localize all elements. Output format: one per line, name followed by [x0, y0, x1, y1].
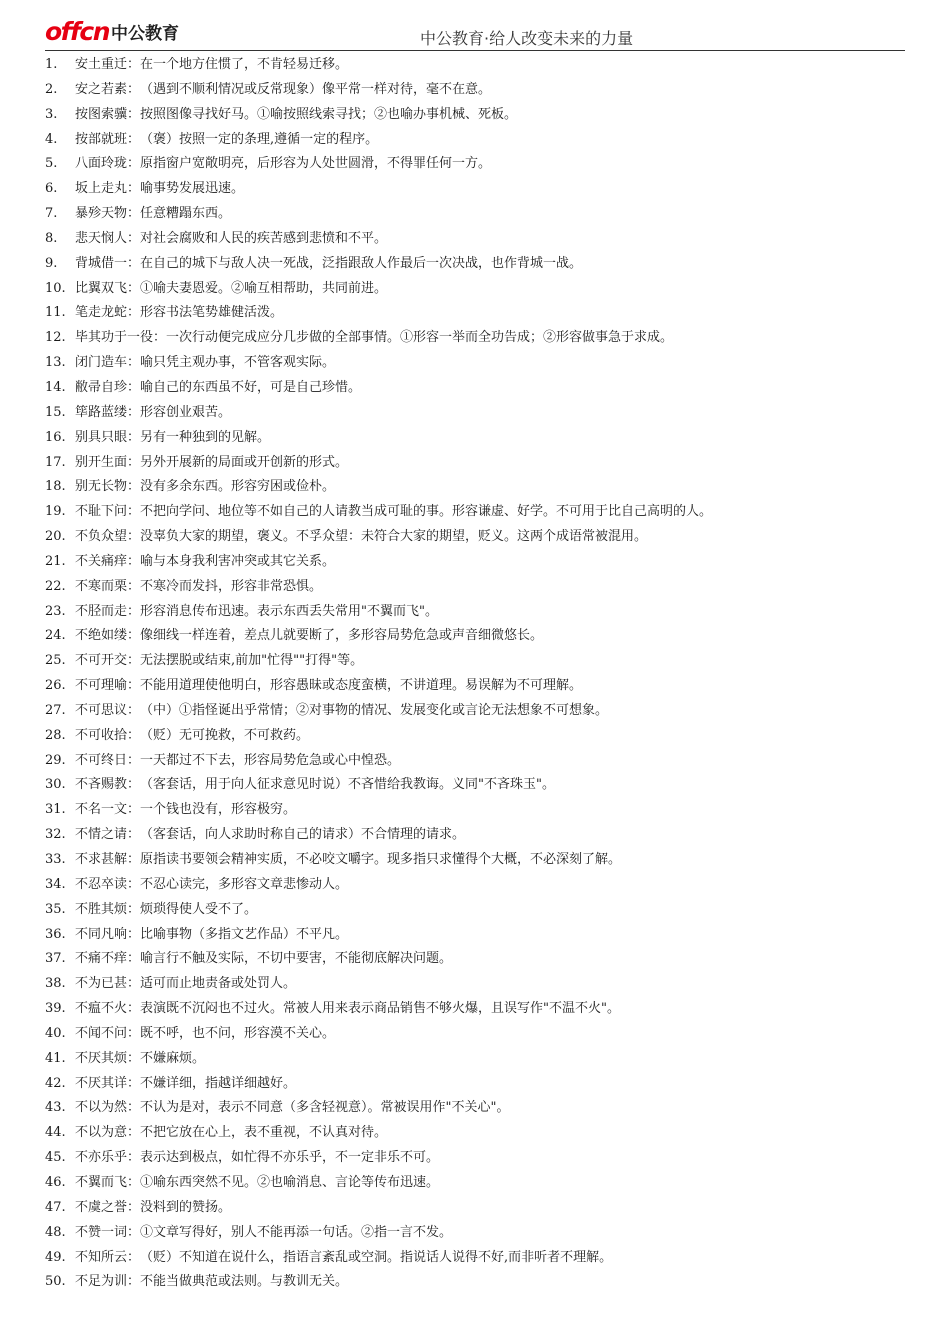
idiom-term: 毕其功于一役：	[75, 330, 167, 346]
idiom-term: 不厌其烦：	[75, 1050, 141, 1066]
idiom-definition: 喻与本身我利害冲突或其它关系。	[140, 553, 336, 569]
idiom-definition: 无法摆脱或结束,前加"忙得""打得"等。	[140, 653, 364, 669]
entry-number: 4.	[45, 131, 58, 147]
idiom-entry	[45, 277, 905, 302]
idiom-entry	[45, 997, 905, 1022]
idiom-term: 筚路蓝缕：	[75, 404, 141, 420]
idiom-definition: 不嫌详细，指越详细越好。	[140, 1075, 297, 1091]
entry-number: 15.	[45, 404, 66, 420]
entry-number: 2.	[45, 81, 58, 97]
idiom-entry	[45, 624, 905, 649]
idiom-term: 不名一文：	[75, 802, 141, 818]
idiom-definition: 另外开展新的局面或开创新的形式。	[140, 454, 349, 470]
idiom-term: 不情之请：	[75, 827, 141, 843]
entry-number: 40.	[45, 1025, 66, 1041]
entry-number: 42.	[45, 1075, 66, 1091]
entry-number: 27.	[45, 702, 66, 718]
idiom-term: 不瘟不火：	[75, 1001, 141, 1017]
idiom-entry	[45, 351, 905, 376]
entry-number: 35.	[45, 901, 66, 917]
idiom-definition: 不能用道理使他明白，形容愚昧或态度蛮横，不讲道理。易误解为不可理解。	[140, 678, 583, 694]
idiom-definition: 不能当做典范或法则。与教训无关。	[140, 1274, 349, 1290]
idiom-term: 不亦乐乎：	[75, 1150, 141, 1166]
idiom-term: 不耻下问：	[75, 504, 141, 520]
idiom-term: 不虞之誉：	[75, 1199, 141, 1215]
idiom-definition: （客套话，向人求助时称自己的请求）不合情理的请求。	[140, 827, 466, 843]
idiom-definition: 形容消息传布迅速。表示东西丢失常用"不翼而飞"。	[140, 603, 438, 619]
idiom-entry	[45, 53, 905, 78]
idiom-definition: （客套话，用于向人征求意见时说）不吝惜给我教诲。义同"不吝珠玉"。	[140, 777, 555, 793]
idiom-term: 背城借一：	[75, 255, 141, 271]
idiom-term: 不吝赐教：	[75, 777, 141, 793]
entry-number: 29.	[45, 752, 66, 768]
idiom-term: 不关痛痒：	[75, 553, 141, 569]
logo-chinese-name: 中公教育	[111, 24, 180, 44]
idiom-entry	[45, 1146, 905, 1171]
entry-number: 32.	[45, 827, 66, 843]
header-slogan: 中公教育·给人改变未来的力量	[420, 29, 634, 48]
entry-number: 33.	[45, 852, 66, 867]
entry-number: 41.	[45, 1050, 66, 1066]
idiom-entry	[45, 500, 905, 525]
idiom-definition: 不把它放在心上，表不重视，不认真对待。	[140, 1125, 388, 1141]
idiom-entry	[45, 749, 905, 774]
entry-number: 16.	[45, 429, 66, 445]
idiom-term: 安土重迁：	[75, 57, 141, 72]
idiom-entry	[45, 923, 905, 948]
idiom-definition: ①喻东西突然不见。②也喻消息、言论等传布迅速。	[140, 1174, 440, 1190]
idiom-term: 安之若素：	[75, 81, 141, 97]
idiom-definition: 喻言行不触及实际，不切中要害，不能彻底解决问题。	[140, 951, 453, 967]
idiom-entry	[45, 326, 905, 351]
idiom-term: 不可理喻：	[75, 678, 141, 694]
idiom-entry	[45, 873, 905, 898]
idiom-entry	[45, 103, 905, 128]
idiom-entry	[45, 1121, 905, 1146]
idiom-definition: 烦琐得使人受不了。	[140, 901, 258, 917]
entry-number: 39.	[45, 1001, 66, 1017]
idiom-term: 坂上走丸：	[75, 181, 141, 197]
idiom-entry	[45, 649, 905, 674]
idiom-definition: 不认为是对，表示不同意（多含轻视意）。常被误用作"不关心"。	[140, 1100, 510, 1116]
entry-number: 30.	[45, 777, 66, 793]
entry-number: 21.	[45, 553, 66, 569]
idiom-definition: 喻只凭主观办事，不管客观实际。	[140, 355, 336, 371]
idiom-term: 不寒而栗：	[75, 578, 141, 594]
idiom-entry	[45, 525, 905, 550]
logo-wordmark: offcn	[45, 17, 110, 46]
idiom-term: 不忍卒读：	[75, 876, 141, 892]
entry-number: 50.	[45, 1274, 66, 1290]
entry-number: 43.	[45, 1100, 66, 1116]
idiom-entry	[45, 798, 905, 823]
entry-number: 10.	[45, 280, 66, 296]
idiom-term: 不翼而飞：	[75, 1174, 141, 1190]
idiom-term: 不以为然：	[75, 1100, 141, 1116]
idiom-term: 不胫而走：	[75, 603, 141, 619]
idiom-definition: 另有一种独到的见解。	[140, 429, 271, 445]
entry-number: 26.	[45, 678, 66, 694]
idiom-definition: ①文章写得好，别人不能再添一句话。②指一言不发。	[140, 1224, 453, 1240]
idiom-term: 比翼双飞：	[75, 280, 141, 296]
idiom-entry	[45, 401, 905, 426]
idiom-definition: 按照图像寻找好马。①喻按照线索寻找；②也喻办事机械、死板。	[140, 106, 518, 122]
idiom-definition: 不寒冷而发抖，形容非常恐惧。	[140, 578, 323, 594]
entry-number: 14.	[45, 379, 66, 395]
idiom-entry	[45, 947, 905, 972]
idiom-entry	[45, 699, 905, 724]
idiom-entry	[45, 600, 905, 625]
idiom-definition: （褒）按照一定的条理,遵循一定的程序。	[140, 131, 379, 147]
idiom-definition: 形容创业艰苦。	[140, 404, 232, 420]
idiom-term: 不绝如缕：	[75, 628, 141, 644]
idiom-entry	[45, 177, 905, 202]
entry-number: 9.	[45, 255, 58, 271]
entry-number: 11.	[45, 305, 66, 321]
entry-number: 12.	[45, 330, 66, 346]
idiom-definition: 在一个地方住惯了，不肯轻易迁移。	[140, 57, 349, 72]
idiom-definition: 形容书法笔势雄健活泼。	[140, 305, 284, 321]
idiom-entry	[45, 426, 905, 451]
idiom-definition: 没辜负大家的期望，褒义。不孚众望：未符合大家的期望，贬义。这两个成语常被混用。	[140, 529, 648, 545]
idiom-term: 不同凡响：	[75, 926, 141, 942]
entry-number: 6.	[45, 181, 58, 197]
idiom-term: 笔走龙蛇：	[75, 305, 141, 321]
idiom-definition: 像细线一样连着，差点儿就要断了，多形容局势危急或声音细微悠长。	[140, 628, 544, 644]
idiom-definition: 没有多余东西。形容穷困或俭朴。	[140, 479, 336, 495]
idiom-entry	[45, 1047, 905, 1072]
entry-number: 46.	[45, 1174, 66, 1190]
idiom-entry	[45, 152, 905, 177]
idiom-entry	[45, 1221, 905, 1246]
idiom-definition: （贬）无可挽救，不可救药。	[140, 727, 310, 743]
idiom-entry	[45, 674, 905, 699]
idiom-term: 不以为意：	[75, 1125, 141, 1141]
idiom-entry	[45, 1196, 905, 1221]
entry-number: 1.	[45, 57, 58, 72]
idiom-term: 暴殄天物：	[75, 206, 141, 222]
idiom-definition: 原指窗户宽敞明亮，后形容为人处世圆滑，不得罪任何一方。	[140, 156, 492, 172]
idiom-entry	[45, 1246, 905, 1271]
entry-number: 31.	[45, 802, 66, 818]
idiom-term: 别无长物：	[75, 479, 141, 495]
idiom-term: 闭门造车：	[75, 355, 141, 371]
idiom-definition: 对社会腐败和人民的疾苦感到悲愤和不平。	[140, 230, 388, 246]
entry-number: 19.	[45, 504, 66, 520]
idiom-definition: 任意糟蹋东西。	[140, 206, 232, 222]
idiom-entry	[45, 376, 905, 401]
entry-number: 47.	[45, 1199, 66, 1215]
entry-number: 7.	[45, 206, 58, 222]
idiom-definition: （遇到不顺利情况或反常现象）像平常一样对待，毫不在意。	[140, 81, 492, 97]
idiom-definition: 没料到的赞扬。	[140, 1199, 232, 1215]
entry-number: 36.	[45, 926, 66, 942]
entry-number: 3.	[45, 106, 58, 122]
idiom-entry	[45, 227, 905, 252]
idiom-definition: 在自己的城下与敌人决一死战，泛指跟敌人作最后一次决战，也作背城一战。	[140, 255, 583, 271]
idiom-term: 敝帚自珍：	[75, 379, 141, 395]
idiom-entry	[45, 773, 905, 798]
idiom-definition: 原指读书要领会精神实质，不必咬文嚼字。现多指只求懂得个大概，不必深刻了解。	[140, 852, 622, 867]
idiom-definition: 既不呼，也不问，形容漠不关心。	[140, 1025, 336, 1041]
entry-number: 22.	[45, 578, 66, 594]
idiom-definition: （中）①指怪诞出乎常情；②对事物的情况、发展变化或言论无法想象不可想象。	[140, 702, 609, 718]
idiom-definition: 喻事势发展迅速。	[140, 181, 245, 197]
idiom-entry	[45, 475, 905, 500]
entry-number: 24.	[45, 628, 66, 644]
idiom-term: 悲天悯人：	[75, 230, 141, 246]
idiom-entry	[45, 78, 905, 103]
entry-number: 18.	[45, 479, 66, 495]
page-header	[45, 10, 905, 51]
idiom-list	[45, 53, 905, 1295]
idiom-definition: 比喻事物（多指文艺作品）不平凡。	[140, 926, 349, 942]
idiom-term: 别开生面：	[75, 454, 141, 470]
idiom-definition: 喻自己的东西虽不好，可是自己珍惜。	[140, 379, 362, 395]
idiom-term: 按部就班：	[75, 131, 141, 147]
idiom-term: 别具只眼：	[75, 429, 141, 445]
idiom-entry	[45, 1096, 905, 1121]
idiom-term: 不痛不痒：	[75, 951, 141, 967]
idiom-entry	[45, 1171, 905, 1196]
entry-number: 5.	[45, 156, 58, 172]
entry-number: 48.	[45, 1224, 66, 1240]
idiom-entry	[45, 1270, 905, 1295]
idiom-term: 不胜其烦：	[75, 901, 141, 917]
entry-number: 34.	[45, 876, 66, 892]
idiom-entry	[45, 972, 905, 997]
idiom-entry	[45, 1022, 905, 1047]
idiom-term: 按图索骥：	[75, 106, 141, 122]
entry-number: 28.	[45, 727, 66, 743]
idiom-term: 不厌其详：	[75, 1075, 141, 1091]
idiom-entry	[45, 724, 905, 749]
idiom-term: 不可思议：	[75, 702, 141, 718]
idiom-term: 不知所云：	[75, 1249, 141, 1265]
idiom-definition: 不嫌麻烦。	[140, 1050, 206, 1066]
entry-number: 13.	[45, 355, 66, 371]
idiom-entry	[45, 575, 905, 600]
idiom-entry	[45, 128, 905, 153]
idiom-term: 不可收拾：	[75, 727, 141, 743]
entry-number: 38.	[45, 976, 66, 992]
idiom-term: 不为已甚：	[75, 976, 141, 992]
idiom-term: 不赞一词：	[75, 1224, 141, 1240]
idiom-definition: 表示达到极点，如忙得不亦乐乎，不一定非乐不可。	[140, 1150, 440, 1166]
offcn-logo	[45, 14, 179, 46]
idiom-term: 八面玲珑：	[75, 156, 141, 172]
idiom-definition: 一个钱也没有，形容极穷。	[140, 802, 297, 818]
idiom-definition: 适可而止地责备或处罚人。	[140, 976, 297, 992]
idiom-entry	[45, 823, 905, 848]
idiom-entry	[45, 898, 905, 923]
idiom-definition: 表演既不沉闷也不过火。常被人用来表示商品销售不够火爆，且误写作"不温不火"。	[140, 1001, 620, 1017]
entry-number: 17.	[45, 454, 66, 470]
idiom-definition: 一天都过不下去，形容局势危急或心中惶恐。	[140, 752, 401, 768]
idiom-entry	[45, 252, 905, 277]
entry-number: 20.	[45, 529, 66, 545]
idiom-entry	[45, 848, 905, 873]
idiom-definition: （贬）不知道在说什么，指语言紊乱或空洞。指说话人说得不好,而非听者不理解。	[140, 1249, 613, 1265]
idiom-entry	[45, 1072, 905, 1097]
entry-number: 44.	[45, 1125, 66, 1141]
entry-number: 23.	[45, 603, 66, 619]
idiom-entry	[45, 301, 905, 326]
entry-number: 45.	[45, 1150, 66, 1166]
entry-number: 49.	[45, 1249, 66, 1265]
idiom-term: 不求甚解：	[75, 852, 141, 867]
idiom-definition: 不把向学问、地位等不如自己的人请教当成可耻的事。形容谦虚、好学。不可用于比自己高明的人。	[140, 504, 713, 520]
idiom-entry	[45, 202, 905, 227]
idiom-entry	[45, 451, 905, 476]
idiom-definition: 一次行动便完成应分几步做的全部事情。①形容一举而全功告成；②形容做事急于求成。	[166, 330, 674, 346]
idiom-term: 不可终日：	[75, 752, 141, 768]
idiom-term: 不负众望：	[75, 529, 141, 545]
idiom-entry	[45, 550, 905, 575]
idiom-term: 不足为训：	[75, 1274, 141, 1290]
entry-number: 37.	[45, 951, 66, 967]
entry-number: 8.	[45, 230, 58, 246]
idiom-definition: 不忍心读完，多形容文章悲惨动人。	[140, 876, 349, 892]
idiom-definition: ①喻夫妻恩爱。②喻互相帮助，共同前进。	[140, 280, 388, 296]
idiom-term: 不可开交：	[75, 653, 141, 669]
idiom-term: 不闻不问：	[75, 1025, 141, 1041]
entry-number: 25.	[45, 653, 66, 669]
